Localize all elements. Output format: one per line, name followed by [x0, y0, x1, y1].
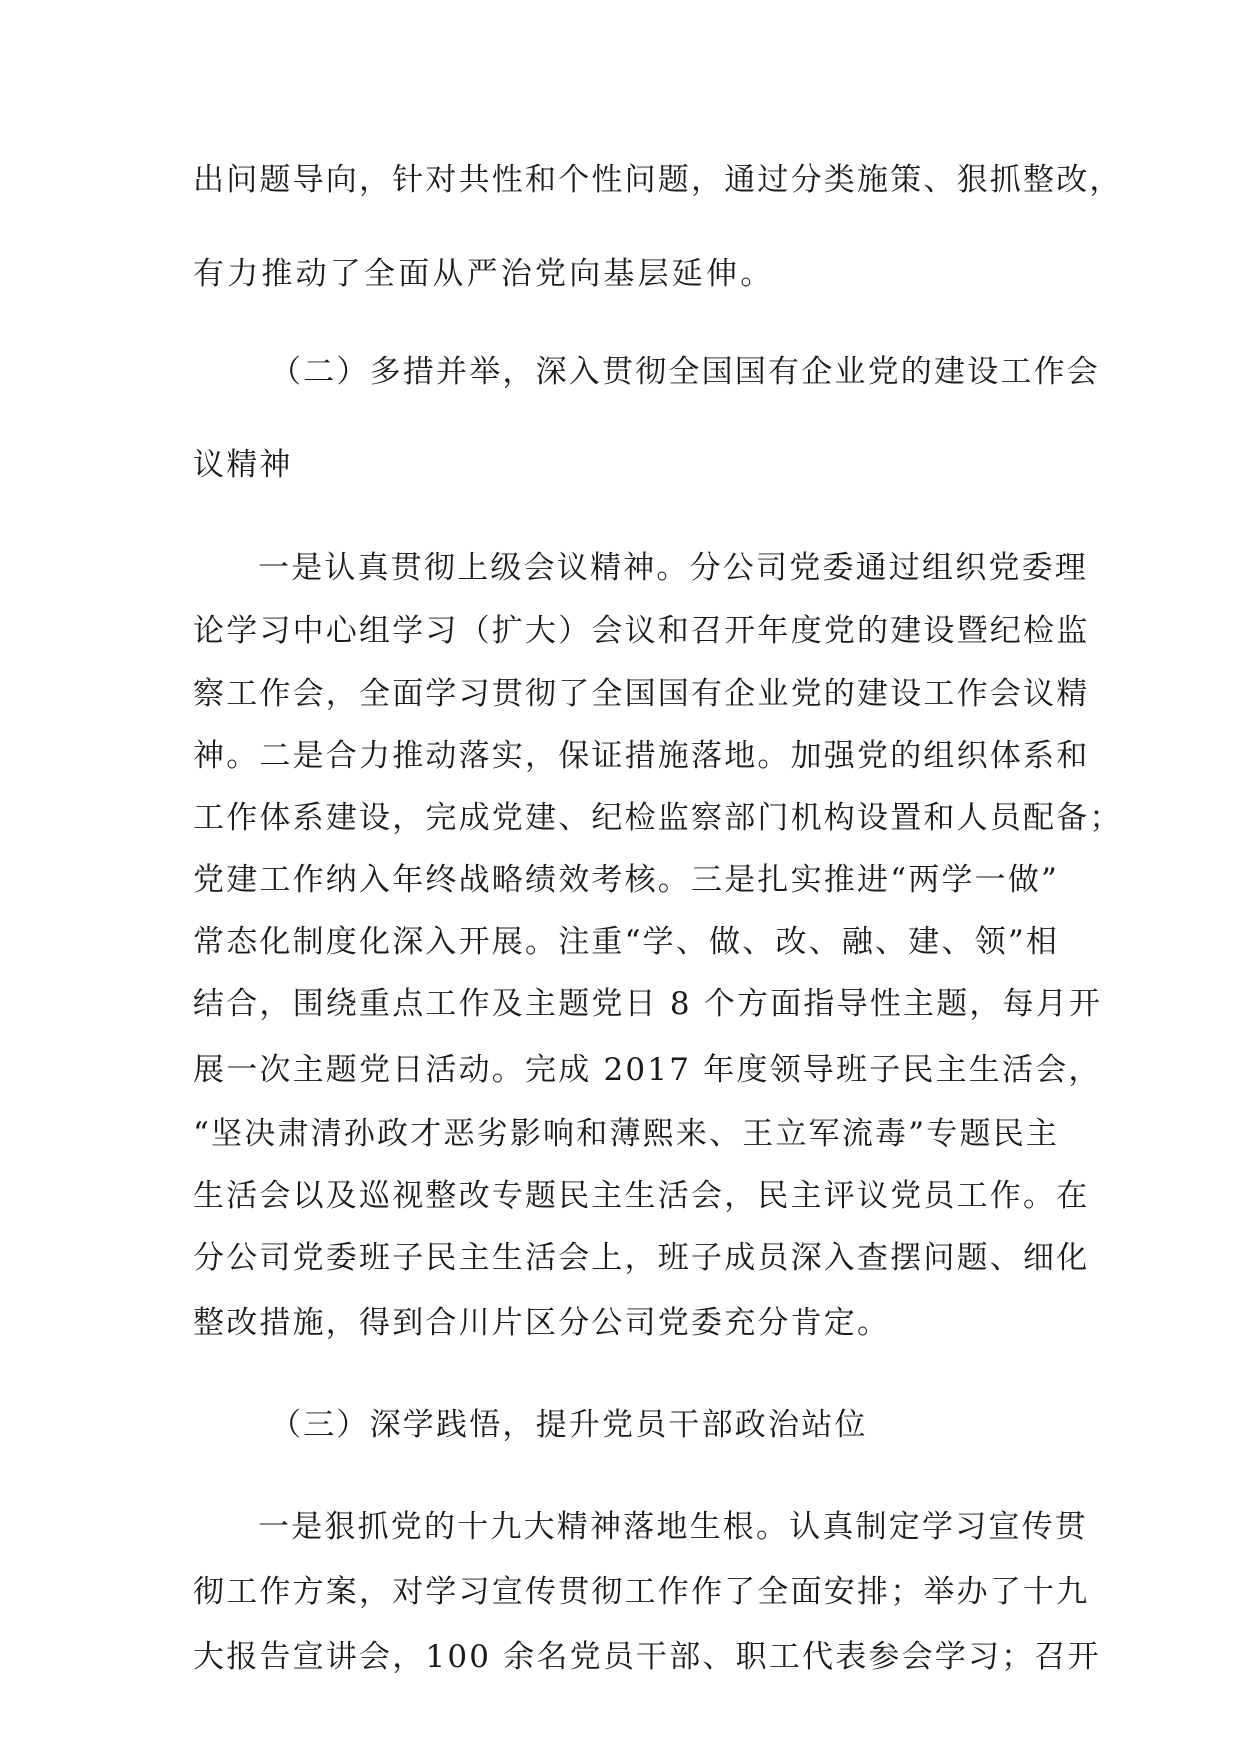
paragraph-2-line: 整改措施，得到合川片区分公司党委充分肯定。 — [193, 1305, 891, 1341]
section-heading-2-line-2: 议精神 — [193, 447, 293, 483]
paragraph-2-line: 常态化制度化深入开展。注重“学、做、改、融、建、领”相 — [193, 924, 1060, 960]
paragraph-2-line: “坚决肃清孙政才恶劣影响和薄熙来、王立军流毒”专题民主 — [193, 1116, 1060, 1152]
paragraph-2-line: 结合，围绕重点工作及主题党日 8 个方面指导性主题，每月开 — [193, 986, 1103, 1022]
paragraph-intro-line-1: 出问题导向，针对共性和个性问题，通过分类施策、狠抓整改， — [193, 162, 1123, 198]
paragraph-2-line: 论学习中心组学习（扩大）会议和召开年度党的建设暨纪检监 — [193, 613, 1090, 649]
paragraph-2-line: 党建工作纳入年终战略绩效考核。三是扎实推进“两学一做” — [193, 862, 1060, 898]
paragraph-2-line: 分公司党委班子民主生活会上，班子成员深入查摆问题、细化 — [193, 1240, 1090, 1276]
paragraph-3-line: 彻工作方案，对学习宣传贯彻工作作了全面安排；举办了十九 — [193, 1574, 1090, 1610]
paragraph-3-line: 一是狠抓党的十九大精神落地生根。认真制定学习宣传贯 — [258, 1509, 1088, 1545]
paragraph-intro-line-2: 有力推动了全面从严治党向基层延伸。 — [193, 256, 775, 292]
paragraph-2-line: 展一次主题党日活动。完成 2017 年度领导班子民主生活会， — [193, 1052, 1102, 1088]
paragraph-2-line: 察工作会，全面学习贯彻了全国国有企业党的建设工作会议精 — [193, 676, 1090, 712]
paragraph-2-line: 一是认真贯彻上级会议精神。分公司党委通过组织党委理 — [258, 550, 1088, 586]
section-heading-3: （三）深学践悟，提升党员干部政治站位 — [270, 1407, 868, 1443]
paragraph-2-line: 神。二是合力推动落实，保证措施落地。加强党的组织体系和 — [193, 738, 1090, 774]
paragraph-3-line: 大报告宣讲会，100 余名党员干部、职工代表参会学习；召开 — [193, 1639, 1101, 1675]
section-heading-2-line-1: （二）多措并举，深入贯彻全国国有企业党的建设工作会 — [270, 354, 1100, 390]
paragraph-2-line: 工作体系建设，完成党建、纪检监察部门机构设置和人员配备； — [193, 800, 1123, 836]
paragraph-2-line: 生活会以及巡视整改专题民主生活会，民主评议党员工作。在 — [193, 1178, 1090, 1214]
